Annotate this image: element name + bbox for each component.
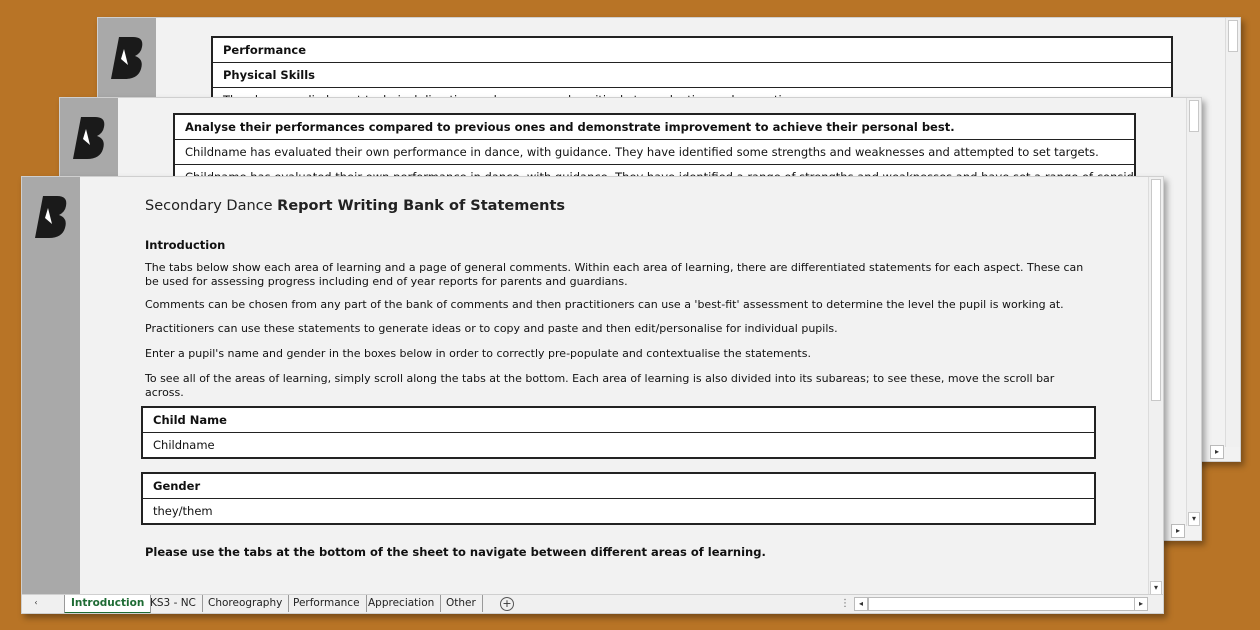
gender-table: [141, 472, 1096, 525]
child-name-field[interactable]: Childname: [153, 438, 215, 452]
tab-choreography[interactable]: Choreography: [202, 595, 289, 612]
tab-introduction[interactable]: Introduction: [64, 595, 151, 614]
tab-ks3-nc[interactable]: KS3 - NC: [144, 595, 203, 612]
footer-note: Please use the tabs at the bottom of the sheet to navigate between different areas of learning.: [145, 545, 766, 559]
logo: [111, 35, 145, 81]
table-header: Analyse their performances compared to previous ones and demonstrate improvement to achieve their personal best.: [175, 115, 1134, 140]
scroll-thumb[interactable]: [1189, 100, 1199, 132]
vertical-scrollbar[interactable]: [1148, 177, 1163, 595]
scroll-thumb[interactable]: [1228, 20, 1238, 52]
front-window: [21, 176, 1164, 614]
scroll-left-icon[interactable]: ‹: [34, 598, 38, 607]
table-header: Performance: [213, 38, 1171, 63]
vertical-scrollbar[interactable]: [1186, 98, 1201, 526]
gender-label: Gender: [143, 474, 1094, 499]
logo: [73, 115, 107, 161]
paragraph: Enter a pupil's name and gender in the boxes below in order to correctly pre-populate and contextualise the statements.: [145, 347, 811, 360]
logo-column: [22, 177, 80, 595]
add-sheet-icon[interactable]: +: [500, 597, 514, 611]
logo: [35, 194, 69, 240]
tab-appreciation[interactable]: Appreciation: [362, 595, 441, 612]
gender-field[interactable]: they/them: [153, 504, 213, 518]
intro-heading: Introduction: [145, 238, 226, 252]
vertical-scrollbar[interactable]: [1225, 18, 1240, 447]
paragraph: Practitioners can use these statements to generate ideas or to copy and paste and then edit/personalise for individual pupils.: [145, 322, 838, 335]
tab-performance[interactable]: Performance: [287, 595, 367, 612]
table-row[interactable]: Childname has evaluated their own performance in dance, with guidance. They have identified some strengths and weaknesses and attempted to set targets.: [175, 140, 1134, 165]
title-bold: Report Writing Bank of Statements: [277, 198, 566, 214]
table-subheader: Physical Skills: [213, 63, 1171, 88]
child-name-label: Child Name: [143, 408, 1094, 433]
scroll-thumb[interactable]: [1151, 179, 1161, 401]
scroll-right-icon[interactable]: ▸: [1171, 524, 1185, 538]
scroll-right-icon[interactable]: ▸: [1134, 597, 1148, 611]
page-title: [145, 198, 565, 214]
scroll-left-icon[interactable]: ◂: [854, 597, 868, 611]
scroll-down-icon[interactable]: ▾: [1150, 581, 1162, 595]
child-name-table: [141, 406, 1096, 459]
paragraph: The tabs below show each area of learning and a page of general comments. Within each area of learning, there are differentiated statements for each aspect. These can be used for assessing progress including end of year reports for parents and guardians.: [145, 261, 1084, 288]
paragraph: To see all of the areas of learning, simply scroll along the tabs at the bottom. Each area of learning is also divided into its subareas; to see these, move the scroll bar across.: [145, 372, 1055, 399]
title-prefix: Secondary Dance: [145, 198, 278, 214]
paragraph: Comments can be chosen from any part of the bank of comments and then practitioners can use a 'best-fit' assessment to determine the level the pupil is working at.: [145, 298, 1064, 311]
splitter-icon[interactable]: ⋮: [840, 598, 850, 609]
scroll-down-icon[interactable]: ▾: [1188, 512, 1200, 526]
tab-other[interactable]: Other: [440, 595, 483, 612]
scroll-right-icon[interactable]: ▸: [1210, 445, 1224, 459]
horizontal-scrollbar[interactable]: [868, 597, 1140, 611]
sheet-tab-bar: [22, 594, 1163, 613]
